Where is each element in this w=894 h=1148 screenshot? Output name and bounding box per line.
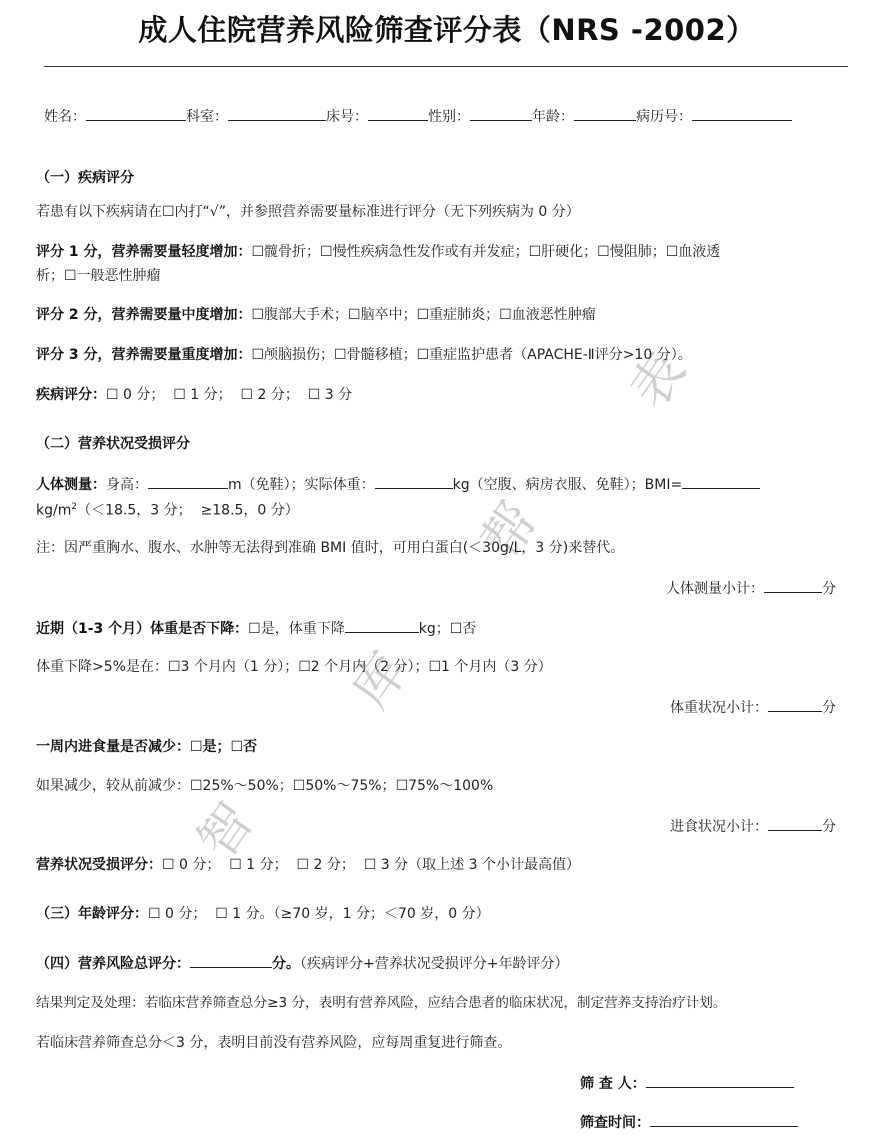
height-label: 身高： bbox=[106, 477, 148, 493]
age-score-options[interactable]: ☐ 0 分； ☐ 1 分。（≥70 岁，1 分；＜70 岁，0 分） bbox=[148, 906, 490, 922]
screener-line bbox=[580, 1073, 794, 1094]
bmi-line bbox=[36, 497, 299, 521]
disease-score-options[interactable]: ☐ 0 分； ☐ 1 分； ☐ 2 分； ☐ 3 分 bbox=[106, 387, 353, 403]
score3-items[interactable]: ☐颅脑损伤；☐骨髓移植；☐重症监护患者（APACHE-Ⅱ评分>10 分）。 bbox=[251, 347, 692, 363]
patient-info-row bbox=[44, 106, 792, 127]
age-field[interactable] bbox=[574, 106, 636, 121]
score2-line bbox=[36, 305, 596, 325]
intake-subtotal-field[interactable] bbox=[768, 816, 822, 831]
body-subtotal-label: 人体测量小计： bbox=[666, 581, 764, 597]
score3-line bbox=[36, 345, 692, 365]
weight-drop-line[interactable]: 体重下降>5%是在：☐3 个月内（1 分）；☐2 个月内（2 分）；☐1 个月内（3 分） bbox=[36, 659, 552, 675]
dept-label: 科室： bbox=[186, 109, 228, 125]
weight-loss-no[interactable]: kg；☐否 bbox=[418, 621, 477, 637]
intake-drop-line[interactable]: 如果减少，较从前减少：☐25%～50%；☐50%～75%；☐75%～100% bbox=[36, 778, 494, 794]
title-divider bbox=[44, 66, 848, 67]
page-title: 成人住院营养风险筛查评分表（NRS -2002） bbox=[138, 13, 756, 47]
screen-time-label: 筛查时间： bbox=[580, 1115, 650, 1131]
height-field[interactable] bbox=[148, 474, 228, 489]
body-measure-label: 人体测量： bbox=[36, 477, 106, 493]
result-rule-1: 结果判定及处理：若临床营养筛查总分≥3 分，表明有营养风险，应结合患者的临床状况，制定营养支持治疗计划。 bbox=[36, 995, 727, 1011]
screener-field[interactable] bbox=[646, 1073, 794, 1088]
age-score-label: （三）年龄评分： bbox=[36, 906, 148, 922]
bmi-unit-sup: 2 bbox=[71, 502, 78, 512]
weight-loss-field[interactable] bbox=[345, 618, 419, 633]
bmi-unit: kg/m bbox=[36, 502, 72, 519]
name-field[interactable] bbox=[86, 106, 186, 121]
total-score-field[interactable] bbox=[190, 953, 272, 968]
weight-subtotal-line bbox=[670, 697, 836, 718]
weight-loss-yes[interactable]: ☐是，体重下降 bbox=[248, 621, 345, 637]
albumin-note: 注：因严重胸水、腹水、水肿等无法得到准确 BMI 值时，可用白蛋白(＜30g/L，3 分)来替代。 bbox=[36, 540, 625, 556]
bmi-field[interactable] bbox=[682, 474, 760, 489]
watermark-char: 帮 bbox=[471, 492, 551, 570]
bed-label: 床号： bbox=[326, 109, 368, 125]
dept-field[interactable] bbox=[228, 106, 326, 121]
record-field[interactable] bbox=[692, 106, 792, 121]
weight-subtotal-field[interactable] bbox=[768, 697, 822, 712]
score2-label: 评分 2 分，营养需要量中度增加： bbox=[36, 307, 252, 323]
screener-label: 筛 查 人： bbox=[580, 1076, 646, 1092]
name-label: 姓名： bbox=[44, 109, 86, 125]
weight-subtotal-unit: 分 bbox=[822, 700, 836, 716]
score1-items[interactable]: ☐髋骨折；☐慢性疾病急性发作或有并发症；☐肝硬化；☐慢阻肺；☐血液透 bbox=[251, 244, 721, 260]
nutrition-score-options[interactable]: ☐ 0 分； ☐ 1 分； ☐ 2 分； ☐ 3 分（取上述 3 个小计最高值） bbox=[162, 857, 580, 873]
sex-label: 性别： bbox=[428, 109, 470, 125]
nutrition-score-label: 营养状况受损评分： bbox=[36, 857, 162, 873]
bed-field[interactable] bbox=[368, 106, 428, 121]
section1-heading: （一）疾病评分 bbox=[36, 170, 134, 186]
intake-subtotal-unit: 分 bbox=[822, 819, 836, 835]
intake-subtotal-line bbox=[670, 816, 836, 837]
watermark-char: 库 bbox=[341, 642, 421, 720]
weight-loss-question: 近期（1-3 个月）体重是否下降： bbox=[36, 621, 249, 637]
intake-question[interactable]: 一周内进食量是否减少：☐是；☐否 bbox=[36, 739, 258, 755]
age-label: 年龄： bbox=[532, 109, 574, 125]
total-score-unit: 分。 bbox=[272, 956, 300, 972]
watermark-char: 智 bbox=[187, 792, 267, 870]
score3-label: 评分 3 分，营养需要量重度增加： bbox=[36, 347, 252, 363]
result-rule-2: 若临床营养筛查总分＜3 分，表明目前没有营养风险，应每周重复进行筛查。 bbox=[36, 1035, 512, 1051]
section2-heading: （二）营养状况受损评分 bbox=[36, 436, 190, 452]
score1-label: 评分 1 分，营养需要量轻度增加： bbox=[36, 244, 252, 260]
weight-field[interactable] bbox=[375, 474, 453, 489]
weight-unit: kg（空腹、病房衣服、免鞋）；BMI= bbox=[452, 477, 683, 493]
height-unit: m（免鞋）；实际体重： bbox=[228, 477, 375, 493]
total-score-label: （四）营养风险总评分： bbox=[36, 956, 190, 972]
weight-loss-line bbox=[36, 618, 476, 639]
score1-items-cont[interactable]: 析；☐一般恶性肿瘤 bbox=[36, 268, 161, 284]
score1-line bbox=[36, 242, 720, 262]
weight-subtotal-label: 体重状况小计： bbox=[670, 700, 768, 716]
body-measure-line bbox=[36, 474, 760, 495]
disease-score-line bbox=[36, 385, 352, 405]
screen-time-line bbox=[580, 1112, 798, 1133]
disease-score-label: 疾病评分： bbox=[36, 387, 106, 403]
body-subtotal-field[interactable] bbox=[764, 578, 822, 593]
sex-field[interactable] bbox=[470, 106, 532, 121]
age-score-line bbox=[36, 904, 490, 924]
nutrition-score-line bbox=[36, 855, 580, 875]
record-label: 病历号： bbox=[636, 109, 692, 125]
bmi-rule: （＜18.5，3 分； ≥18.5，0 分） bbox=[77, 502, 299, 519]
total-score-formula: （疾病评分+营养状况受损评分+年龄评分） bbox=[300, 956, 569, 972]
body-subtotal-unit: 分 bbox=[822, 581, 836, 597]
score2-items[interactable]: ☐腹部大手术；☐脑卒中；☐重症肺炎；☐血液恶性肿瘤 bbox=[251, 307, 596, 323]
section1-intro: 若患有以下疾病请在☐内打“√”，并参照营养需要量标准进行评分（无下列疾病为 0 分） bbox=[36, 204, 580, 220]
watermark-char: 表 bbox=[619, 342, 699, 420]
total-score-line bbox=[36, 953, 568, 974]
screen-time-field[interactable] bbox=[650, 1112, 798, 1127]
body-subtotal-line bbox=[666, 578, 836, 599]
intake-subtotal-label: 进食状况小计： bbox=[670, 819, 768, 835]
